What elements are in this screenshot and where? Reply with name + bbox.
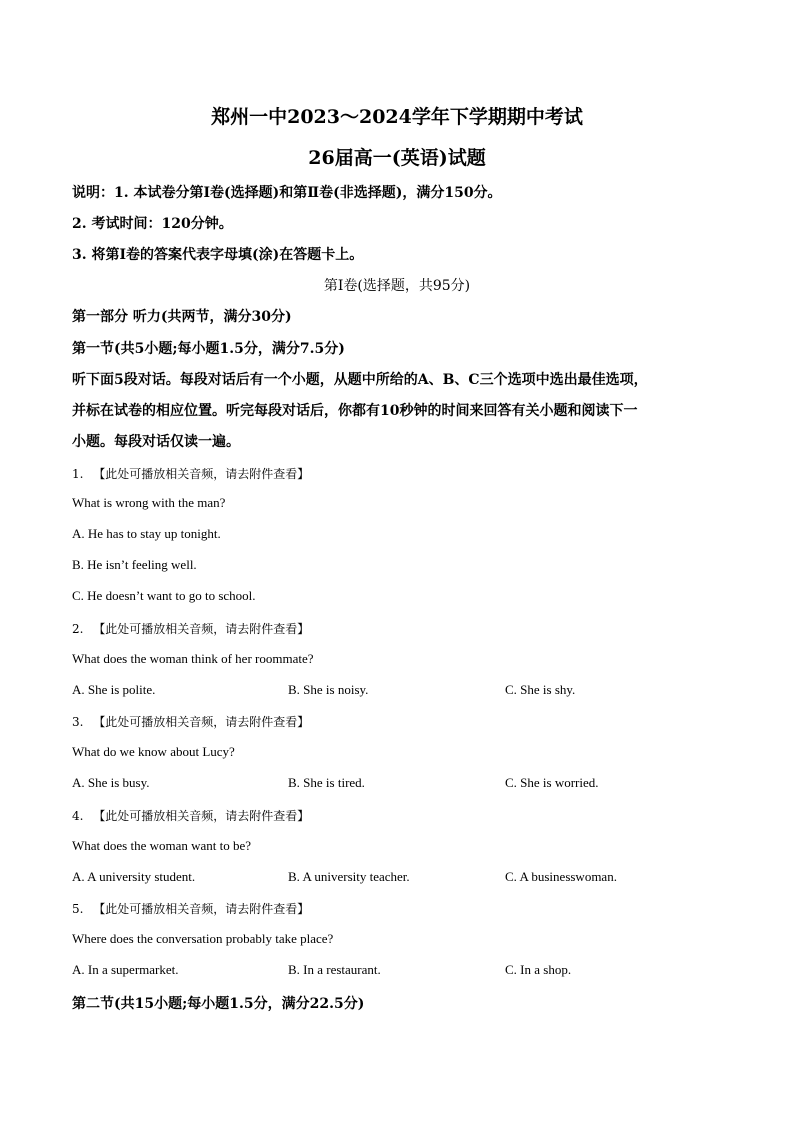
question-number: 1. — [72, 467, 84, 481]
audio-placeholder: 【此处可播放相关音频，请去附件查看】 — [93, 902, 310, 916]
question-1-option-b: B. He isn’t feeling well. — [72, 557, 197, 572]
audio-placeholder: 【此处可播放相关音频，请去附件查看】 — [93, 467, 310, 481]
section1-directions-line2: 并标在试卷的相应位置。听完每段对话后，你都有10秒钟的时间来回答有关小题和阅读下一 — [72, 403, 638, 419]
question-number: 2. — [72, 622, 84, 636]
section2-title: 第二节(共15小题;每小题1.5分，满分22.5分) — [72, 996, 365, 1012]
question-5-option-c: C. In a shop. — [505, 962, 572, 977]
audio-placeholder: 【此处可播放相关音频，请去附件查看】 — [93, 809, 310, 823]
question-4-option-c: C. A businesswoman. — [505, 869, 617, 884]
volume-title: 第Ⅰ卷(选择题，共95分) — [323, 278, 471, 294]
question-3-option-a: A. She is busy. — [72, 775, 150, 790]
question-1-stem: What is wrong with the man? — [72, 495, 226, 510]
question-5-option-a: A. In a supermarket. — [72, 962, 179, 977]
question-1-option-c: C. He doesn’t want to go to school. — [72, 588, 256, 603]
question-2-option-c: C. She is shy. — [505, 682, 576, 697]
question-3-stem: What do we know about Lucy? — [72, 744, 235, 759]
instruction-2: 2. 考试时间：120分钟。 — [72, 216, 233, 232]
section1-title: 第一节(共5小题;每小题1.5分，满分7.5分) — [72, 341, 345, 357]
question-3-header — [72, 713, 309, 730]
question-4-option-b: B. A university teacher. — [288, 869, 410, 884]
part-title: 第一部分 听力(共两节，满分30分) — [72, 309, 292, 325]
question-number: 3. — [72, 715, 84, 729]
question-5-option-b: B. In a restaurant. — [288, 962, 381, 977]
question-2-option-b: B. She is noisy. — [288, 682, 369, 697]
question-4-option-a: A. A university student. — [72, 869, 196, 884]
question-3-option-b: B. She is tired. — [288, 775, 365, 790]
question-2-stem: What does the woman think of her roommate? — [72, 651, 314, 666]
question-5-header — [72, 900, 309, 917]
question-1-header — [72, 465, 309, 482]
question-3-option-c: C. She is worried. — [505, 775, 599, 790]
section1-directions-line1: 听下面5段对话。每段对话后有一个小题，从题中所给的A、B、C三个选项中选出最佳选项， — [72, 372, 648, 388]
question-2-option-a: A. She is polite. — [72, 682, 156, 697]
question-4-header — [72, 807, 309, 824]
question-number: 5. — [72, 902, 84, 916]
instruction-3: 3. 将第Ⅰ卷的答案代表字母填(涂)在答题卡上。 — [72, 247, 364, 263]
instruction-1: 说明：1. 本试卷分第Ⅰ卷(选择题)和第Ⅱ卷(非选择题)，满分150分。 — [72, 185, 502, 201]
question-2-header — [72, 620, 309, 637]
audio-placeholder: 【此处可播放相关音频，请去附件查看】 — [93, 622, 310, 636]
question-1-option-a: A. He has to stay up tonight. — [72, 526, 221, 541]
audio-placeholder: 【此处可播放相关音频，请去附件查看】 — [93, 715, 310, 729]
exam-subtitle: 26届高一(英语)试题 — [308, 147, 486, 169]
exam-title: 郑州一中2023～2024学年下学期期中考试 — [211, 106, 583, 128]
question-4-stem: What does the woman want to be? — [72, 838, 252, 853]
question-5-stem: Where does the conversation probably take place? — [72, 931, 334, 946]
section1-directions-line3: 小题。每段对话仅读一遍。 — [72, 434, 240, 450]
question-number: 4. — [72, 809, 84, 823]
